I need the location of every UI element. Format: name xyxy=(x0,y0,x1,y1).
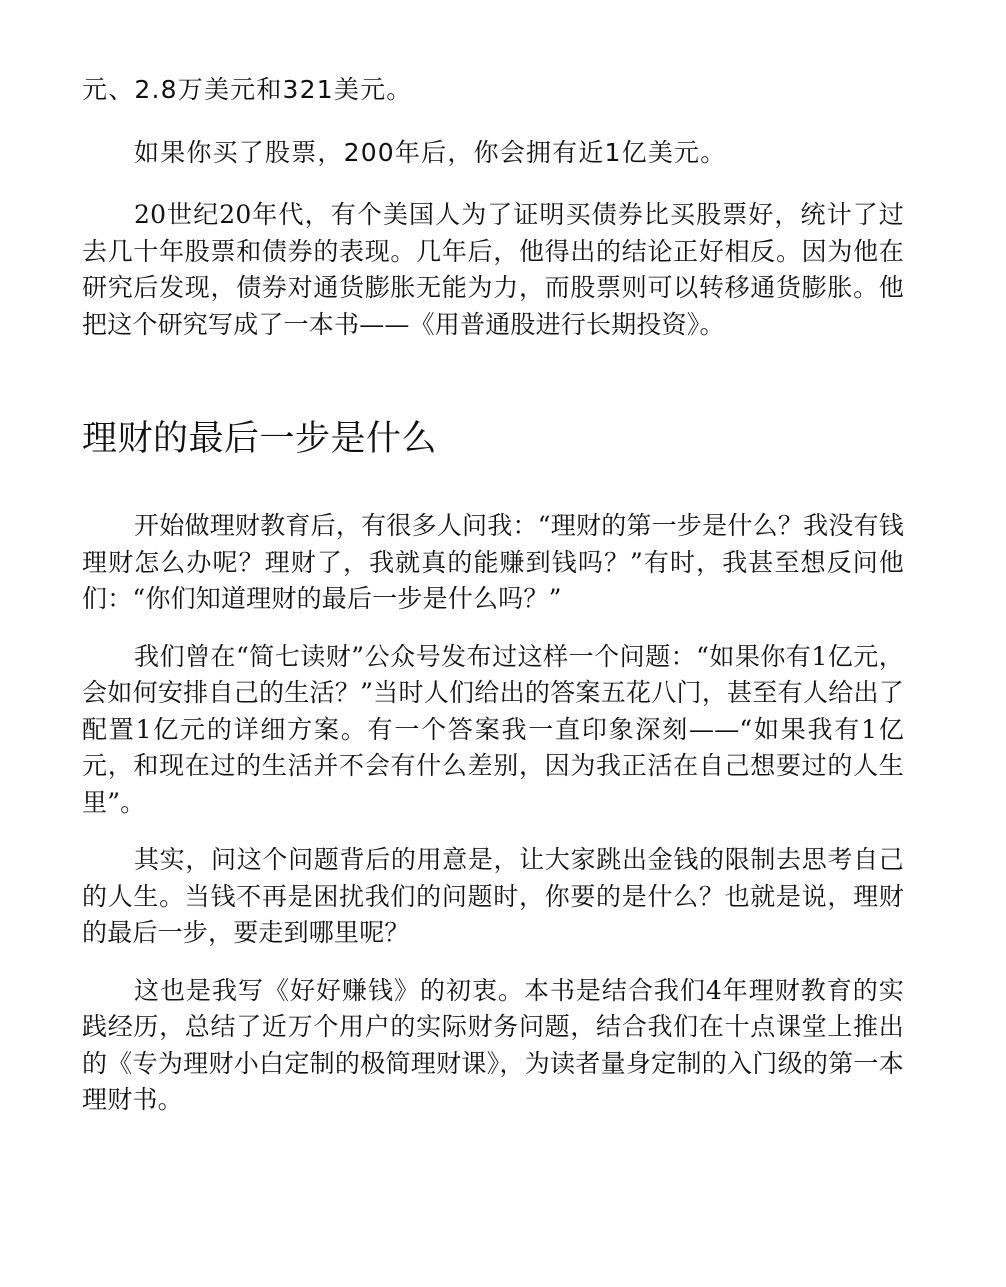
paragraph-first-step: 开始做理财教育后，有很多人问我：“理财的第一步是什么？我没有钱理财怎么办呢？理财了，我就真的能赚到钱吗？”有时，我甚至想反问他们：“你们知道理财的最后一步是什么吗？” xyxy=(82,511,904,613)
paragraph-book-intent: 这也是我写《好好赚钱》的初衷。本书是结合我们4年理财教育的实践经历，总结了近万个用户的实际财务问题，结合我们在十点课堂上推出的《专为理财小白定制的极简理财课》，为读者量身定制的入门级的第一本理财书。 xyxy=(82,975,904,1114)
paragraph-continuation: 元、2.8万美元和321美元。 xyxy=(82,75,413,104)
paragraph-bond-study: 20世纪20年代，有个美国人为了证明买债券比买股票好，统计了过去几十年股票和债券的表现。几年后，他得出的结论正好相反。因为他在研究后发现，债券对通货膨胀无能为力，而股票则可以转移通货膨胀。他把这个研究写成了一本书——《用普通股进行长期投资》。 xyxy=(82,200,904,339)
paragraph-purpose: 其实，问这个问题背后的用意是，让大家跳出金钱的限制去思考自己的人生。当钱不再是困扰我们的问题时，你要的是什么？也就是说，理财的最后一步，要走到哪里呢？ xyxy=(82,845,904,947)
paragraph-stock-outcome: 如果你买了股票，200年后，你会拥有近1亿美元。 xyxy=(134,137,727,167)
document-page xyxy=(82,72,904,1119)
paragraph-100-million: 我们曾在“简七读财”公众号发布过这样一个问题：“如果你有1亿元，会如何安排自己的生活？”当时人们给出的答案五花八门，甚至有人给出了配置1亿元的详细方案。有一个答案我一直印象深刻——“如果我有1亿元，和现在过的生活并不会有什么差别，因为我正活在自己想要过的人生里”。 xyxy=(82,641,904,817)
section-heading: 理财的最后一步是什么 xyxy=(82,419,438,459)
